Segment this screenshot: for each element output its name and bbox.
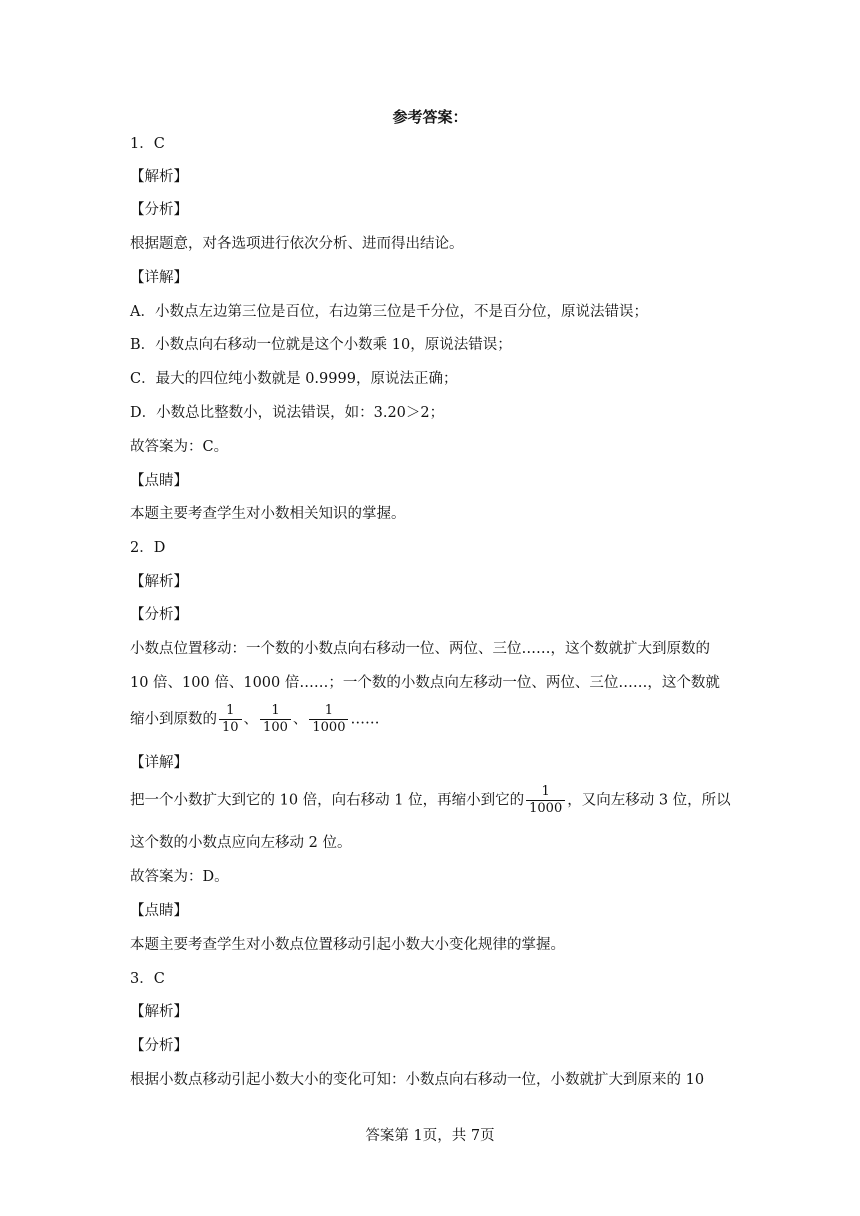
q2-xiangjie-heading: 【详解】 [130,755,188,771]
fraction-1-1000: $\frac{1}{1000}$ [309,703,348,736]
q1-jiexi-heading: 【解析】 [130,169,188,185]
q2-xiangjie-line1 [130,784,731,817]
q1-dianjing-heading: 【点睛】 [130,473,188,489]
ellipsis: …… [350,711,380,728]
q2-label: 2．D [130,540,166,556]
q2-dianjing-heading: 【点睛】 [130,903,188,919]
q1-fenxi-heading: 【分析】 [130,202,188,218]
q1-xiangjie-heading: 【详解】 [130,270,188,286]
q2-xiangjie-line1-suffix: ，又向左移动 3 位，所以 [567,792,731,809]
q1-option-b: B．小数点向右移动一位就是这个小数乘 10，原说法错误； [130,337,512,353]
q2-dianjing-text: 本题主要考查学生对小数点位置移动引起小数大小变化规律的掌握。 [130,937,565,953]
q2-jiexi-heading: 【解析】 [130,574,188,590]
q1-option-c: C．最大的四位纯小数就是 0.9999，原说法正确； [130,371,458,387]
q3-jiexi-heading: 【解析】 [130,1004,188,1020]
q2-fenxi-line1: 小数点位置移动：一个数的小数点向右移动一位、两位、三位……，这个数就扩大到原数的 [130,641,710,657]
q2-fenxi-line3-prefix: 缩小到原数的 [130,711,217,728]
q1-dianjing-text: 本题主要考查学生对小数相关知识的掌握。 [130,506,406,522]
q2-xiangjie-line1-prefix: 把一个小数扩大到它的 10 倍，向右移动 1 位，再缩小到它的 [130,792,525,809]
q1-fenxi-text: 根据题意，对各选项进行依次分析、进而得出结论。 [130,236,464,252]
q3-fenxi-line1: 根据小数点移动引起小数大小的变化可知：小数点向右移动一位，小数就扩大到原来的 10 [130,1072,705,1088]
separator: 、 [292,711,308,728]
q2-fenxi-line3 [130,703,379,736]
q3-fenxi-heading: 【分析】 [130,1038,188,1054]
q1-option-a: A．小数点左边第三位是百位，右边第三位是千分位，不是百分位，原说法错误； [130,304,648,320]
fraction-1-1000: $\frac{1}{1000}$ [526,784,565,817]
q1-option-d: D．小数总比整数小，说法错误，如：3.20＞2； [130,405,445,421]
fraction-1-10: $\frac{1}{10}$ [219,703,242,736]
separator: 、 [243,711,259,728]
q1-answer: 故答案为：C。 [130,439,229,455]
q2-xiangjie-line2: 这个数的小数点应向左移动 2 位。 [130,835,352,851]
q2-answer: 故答案为：D。 [130,869,229,885]
q2-fenxi-heading: 【分析】 [130,607,188,623]
fraction-1-100: $\frac{1}{100}$ [260,703,291,736]
q1-label: 1．C [130,136,165,152]
q2-fenxi-line2: 10 倍、100 倍、1000 倍……；一个数的小数点向左移动一位、两位、三位……，这个数就 [130,675,720,691]
page-title: 参考答案： [392,108,468,126]
q3-label: 3．C [130,971,165,987]
page-footer: 答案第 1页，共 7页 [365,1128,495,1144]
